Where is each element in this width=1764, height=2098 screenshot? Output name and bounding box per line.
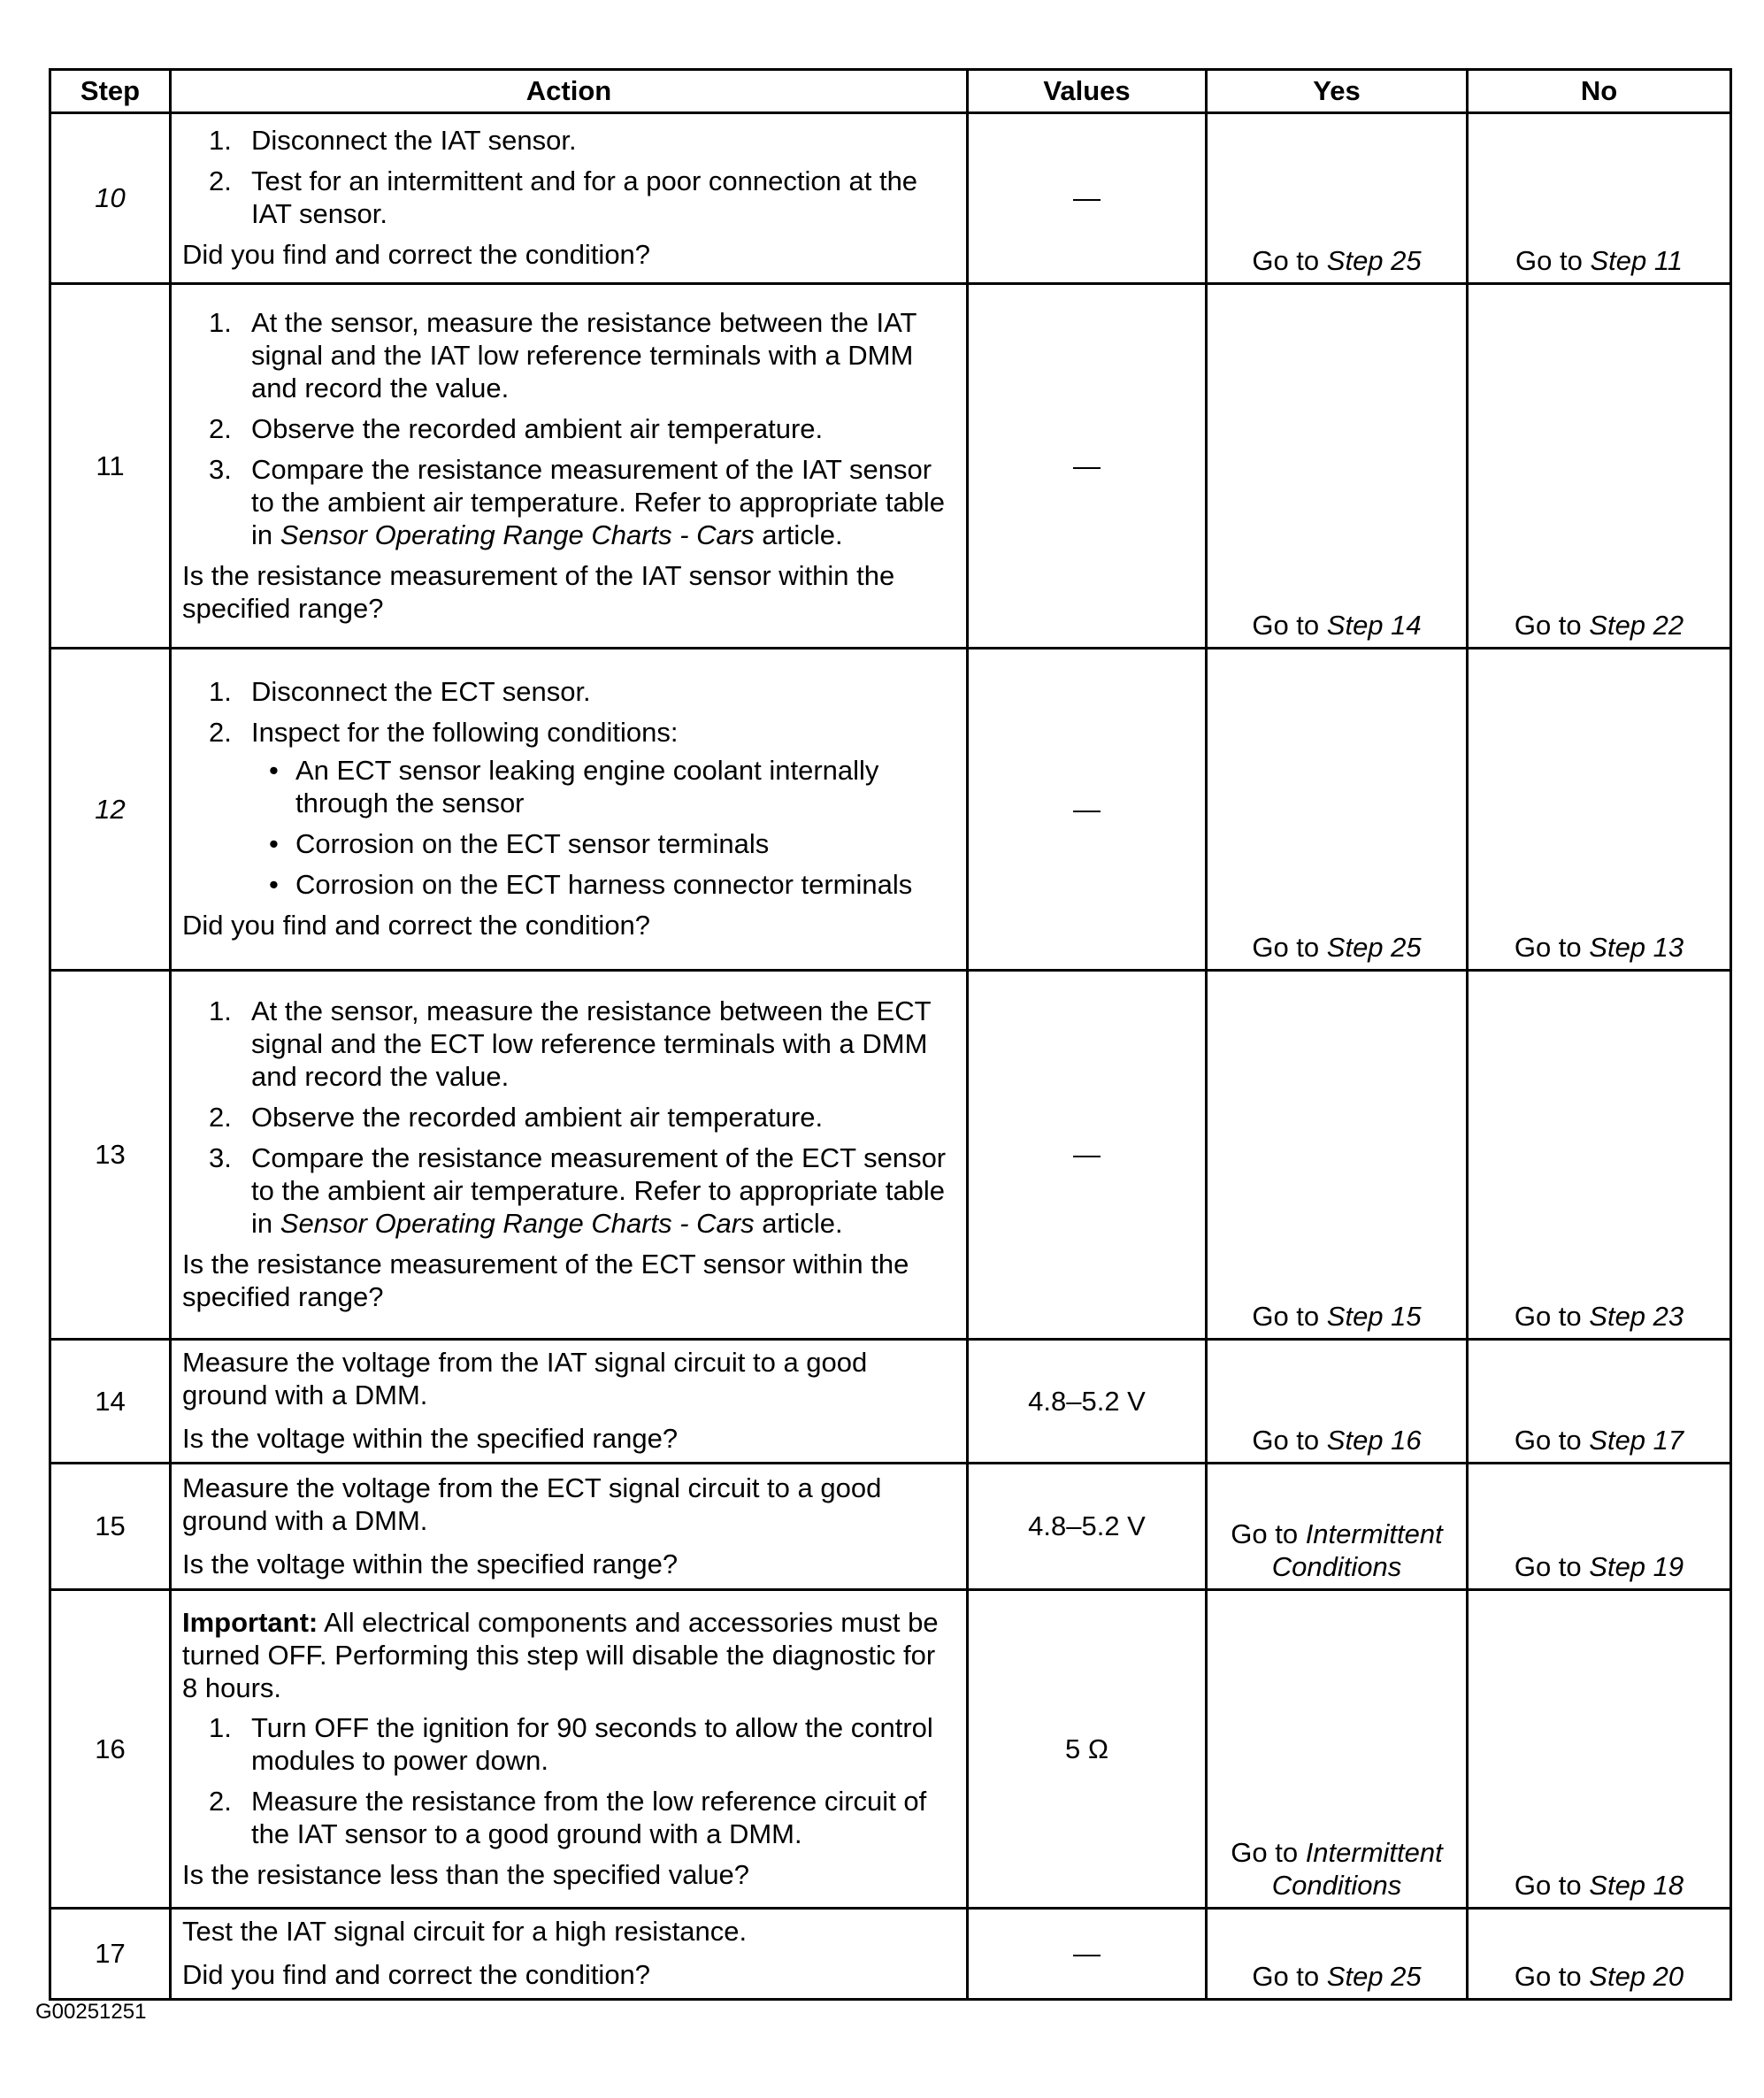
yes-link[interactable]: Step 14 (1326, 610, 1422, 641)
table-row (50, 971, 1731, 1340)
figure-code: G00251251 (35, 2000, 147, 2024)
header-step: Step (50, 70, 171, 113)
action-cell (171, 1909, 968, 2000)
header-values: Values (968, 70, 1207, 113)
action-item: 3. Compare the resistance measurement of the ECT sensor to the ambient air temperature. Refer to appropriate table in Sensor Operating Range Charts - Cars article. (209, 1142, 947, 1239)
action-item: 2. Observe the recorded ambient air temperature. (209, 412, 824, 444)
step-number: 11 (50, 284, 171, 649)
yes-cell: Go to Step 25 (1207, 1909, 1468, 2000)
action-item: 2. Test for an intermittent and for a poor connection at the IAT sensor. (209, 165, 918, 229)
yes-cell: Go to Step 14 (1207, 284, 1468, 649)
no-link[interactable]: Step 18 (1589, 1870, 1684, 1901)
action-item: 3. Compare the resistance measurement of the IAT sensor to the ambient air temperature. Refer to appropriate table in Sensor Operating Range Charts - Cars article. (209, 453, 946, 550)
value-cell: 4.8–5.2 V (968, 1340, 1207, 1464)
header-no: No (1468, 70, 1731, 113)
action-item: 2. Measure the resistance from the low reference circuit of the IAT sensor to a good ground with a DMM. (209, 1785, 927, 1849)
action-cell (171, 1590, 968, 1909)
no-link[interactable]: Step 11 (1590, 245, 1683, 276)
no-link[interactable]: Step 23 (1589, 1301, 1684, 1332)
no-cell: Go to Step 11 (1468, 113, 1731, 284)
header-row (50, 70, 1731, 113)
no-cell: Go to Step 22 (1468, 284, 1731, 649)
value-cell: — (968, 113, 1207, 284)
table-row (50, 1909, 1731, 2000)
yes-cell: Go to Intermittent Conditions (1207, 1464, 1468, 1590)
condition-bullet: • Corrosion on the ECT harness connector terminals (269, 869, 913, 900)
action-question: Did you find and correct the condition? (182, 1959, 651, 1990)
yes-link[interactable]: Step 25 (1326, 1961, 1422, 1992)
action-question: Did you find and correct the condition? (182, 910, 651, 941)
action-item: 1. Disconnect the ECT sensor. (209, 676, 591, 707)
value-cell: — (968, 284, 1207, 649)
important-note: Important: All electrical components and accessories must be turned OFF. Performing this step will disable the diagnostic for 8 hours. (182, 1606, 939, 1703)
action-item: 1. Disconnect the IAT sensor. (209, 125, 577, 156)
diagnostic-table (49, 68, 1732, 2001)
no-link[interactable]: Step 20 (1589, 1961, 1684, 1992)
yes-cell: Go to Step 15 (1207, 971, 1468, 1340)
no-link[interactable]: Step 13 (1589, 932, 1684, 963)
action-cell (171, 649, 968, 971)
header-action: Action (171, 70, 968, 113)
step-number: 17 (50, 1909, 171, 2000)
yes-link[interactable]: Intermittent Conditions (1271, 1518, 1443, 1582)
condition-bullet: • An ECT sensor leaking engine coolant internally through the sensor (269, 755, 879, 818)
step-number: 14 (50, 1340, 171, 1464)
no-cell: Go to Step 18 (1468, 1590, 1731, 1909)
yes-cell: Go to Step 16 (1207, 1340, 1468, 1464)
action-question: Did you find and correct the condition? (182, 239, 651, 270)
no-link[interactable]: Step 17 (1589, 1425, 1684, 1456)
action-cell (171, 113, 968, 284)
table-row (50, 1590, 1731, 1909)
action-cell (171, 971, 968, 1340)
condition-bullet: • Corrosion on the ECT sensor terminals (269, 828, 770, 859)
action-text: Measure the voltage from the IAT signal circuit to a good ground with a DMM. (182, 1347, 868, 1410)
reference-link[interactable]: Sensor Operating Range Charts - Cars (280, 519, 755, 550)
table-row (50, 113, 1731, 284)
value-cell: 4.8–5.2 V (968, 1464, 1207, 1590)
action-question: Is the resistance measurement of the IAT sensor within the specified range? (182, 559, 895, 624)
action-item: 1. At the sensor, measure the resistance between the IAT signal and the IAT low reference terminals with a DMM and record the value. (209, 306, 917, 403)
important-label: Important: (182, 1606, 318, 1638)
header-yes: Yes (1207, 70, 1468, 113)
reference-link[interactable]: Sensor Operating Range Charts - Cars (280, 1208, 755, 1239)
yes-link[interactable]: Step 15 (1326, 1301, 1422, 1332)
value-cell: — (968, 1909, 1207, 2000)
no-link[interactable]: Step 22 (1589, 610, 1684, 641)
step-number: 12 (50, 649, 171, 971)
step-number: 10 (50, 113, 171, 284)
value-cell: 5 Ω (968, 1590, 1207, 1909)
yes-link[interactable]: Step 25 (1326, 932, 1422, 963)
action-item: 2. Inspect for the following conditions: • An ECT sensor leaking engine coolant internally through the sensor • Corrosion on the ECT sensor terminals • Corrosion on the ECT harness connector terminals (182, 716, 957, 901)
action-item: 1. At the sensor, measure the resistance between the ECT signal and the ECT low reference terminals with a DMM and record the value. (209, 995, 931, 1092)
action-text: Test the IAT signal circuit for a high resistance. (182, 1916, 748, 1947)
no-cell: Go to Step 23 (1468, 971, 1731, 1340)
action-question: Is the voltage within the specified range? (182, 1548, 679, 1579)
no-cell: Go to Step 20 (1468, 1909, 1731, 2000)
action-cell (171, 1340, 968, 1464)
action-question: Is the resistance less than the specified value? (182, 1858, 750, 1890)
action-question: Is the resistance measurement of the ECT sensor within the specified range? (182, 1249, 909, 1312)
no-link[interactable]: Step 19 (1589, 1551, 1684, 1582)
no-cell: Go to Step 19 (1468, 1464, 1731, 1590)
no-cell: Go to Step 13 (1468, 649, 1731, 971)
yes-link[interactable]: Intermittent Conditions (1271, 1837, 1443, 1901)
yes-link[interactable]: Step 25 (1326, 245, 1422, 276)
value-cell: — (968, 649, 1207, 971)
action-item: 2. Observe the recorded ambient air temperature. (209, 1102, 824, 1133)
action-cell (171, 284, 968, 649)
yes-cell: Go to Intermittent Conditions (1207, 1590, 1468, 1909)
no-cell: Go to Step 17 (1468, 1340, 1731, 1464)
table-row (50, 1340, 1731, 1464)
action-item: 1. Turn OFF the ignition for 90 seconds to allow the control modules to power down. (209, 1711, 933, 1776)
action-text: Measure the voltage from the ECT signal circuit to a good ground with a DMM. (182, 1472, 882, 1536)
yes-cell: Go to Step 25 (1207, 113, 1468, 284)
action-question: Is the voltage within the specified range? (182, 1423, 679, 1454)
table-row (50, 284, 1731, 649)
yes-cell: Go to Step 25 (1207, 649, 1468, 971)
table-row (50, 649, 1731, 971)
yes-link[interactable]: Step 16 (1326, 1425, 1422, 1456)
step-number: 13 (50, 971, 171, 1340)
step-number: 15 (50, 1464, 171, 1590)
value-cell: — (968, 971, 1207, 1340)
action-cell (171, 1464, 968, 1590)
table-row (50, 1464, 1731, 1590)
step-number: 16 (50, 1590, 171, 1909)
